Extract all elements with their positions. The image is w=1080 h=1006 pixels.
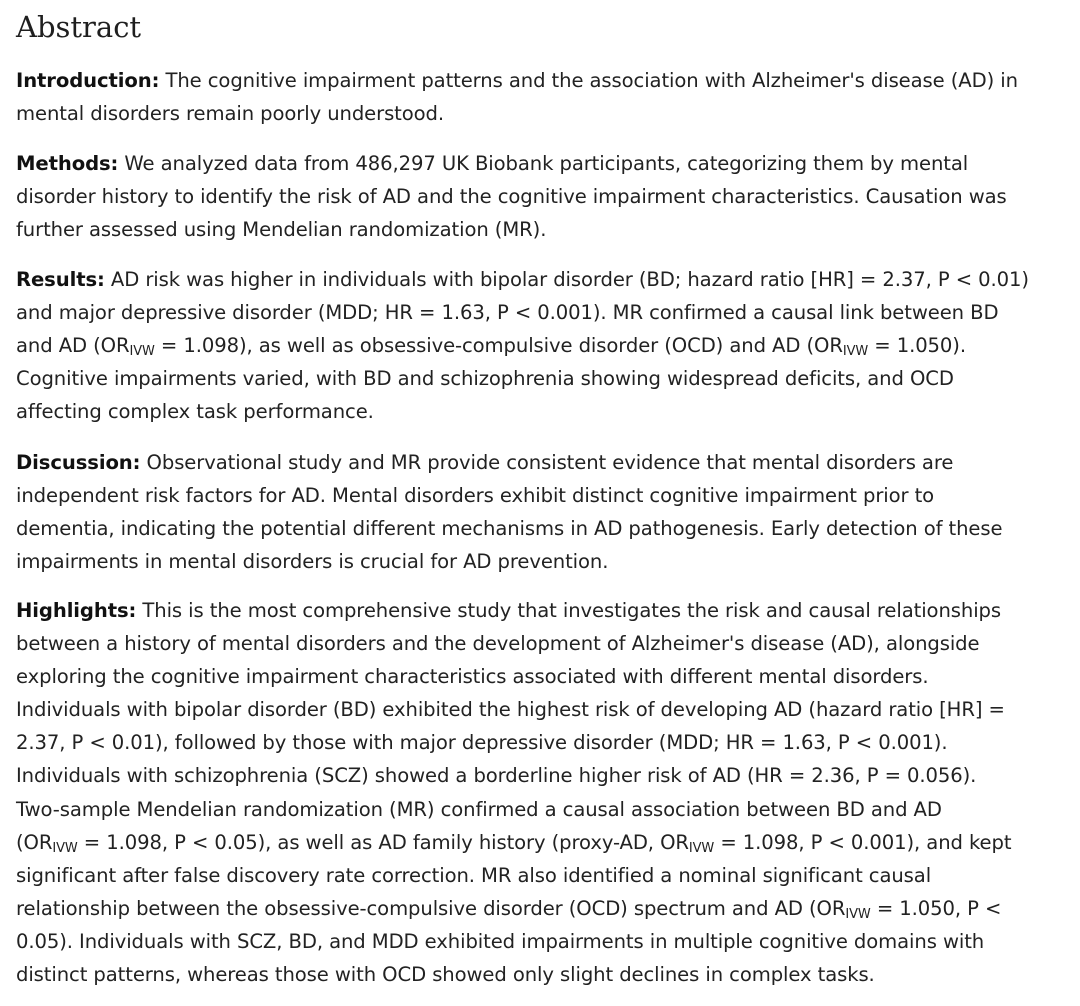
results-text-line: and AD $(OR_{IVW} = 1.098)$, as well as obsessive-compulsive disorder (OCD) and AD $(OR_{IVW} = 1.050)$. [16, 334, 966, 360]
results-text-line: and major depressive disorder (MDD; HR = 1.63, P < 0.001). MR confirmed a causal link between BD [16, 301, 999, 325]
results-paragraph [16, 263, 1029, 428]
results-text-line: affecting complex task performance. [16, 400, 374, 424]
methods-label: Methods: [16, 152, 119, 175]
introduction-text-line: mental disorders remain poorly understood. [16, 102, 445, 126]
methods-text-line: disorder history to identify the risk of AD and the cognitive impairment characteristics. Causation was [16, 185, 1007, 209]
ivw-subscript: IVW [845, 906, 871, 922]
highlights-text-line: exploring the cognitive impairment characteristics associated with different mental disorders. [16, 665, 929, 689]
methods-text-line: further assessed using Mendelian randomization (MR). [16, 218, 547, 242]
ivw-subscript: IVW [129, 344, 155, 360]
introduction-paragraph [16, 64, 1018, 130]
discussion-text-line: independent risk factors for AD. Mental disorders exhibit distinct cognitive impairment prior to [16, 484, 935, 508]
highlights-text-line: between a history of mental disorders and the development of Alzheimer's disease (AD), alongside [16, 632, 980, 656]
highlights-text-line: relationship between the obsessive-compulsive disorder (OCD) spectrum and AD ($OR_{IVW} = 1.050$, P < [16, 896, 1002, 922]
discussion-text-line: Observational study and MR provide consistent evidence that mental disorders are [140, 451, 954, 474]
highlights-text-line: significant after false discovery rate correction. MR also identified a nominal significant causal [16, 863, 932, 887]
introduction-label: Introduction: [16, 69, 160, 92]
ivw-subscript: IVW [52, 840, 78, 856]
methods-paragraph [16, 147, 1007, 246]
abstract-page [16, 0, 1029, 987]
results-label: Results: [16, 268, 105, 291]
highlights-text-line: 0.05). Individuals with SCZ, BD, and MDD exhibited impairments in multiple cognitive domains with [16, 929, 985, 953]
highlights-text-line: This is the most comprehensive study that investigates the risk and causal relationships [136, 599, 1001, 622]
discussion-paragraph [16, 446, 1002, 578]
highlights-text-line: distinct patterns, whereas those with OCD showed only slight declines in complex tasks. [16, 963, 875, 987]
highlights-text-line: Two-sample Mendelian randomization (MR) confirmed a causal association between BD and AD [16, 797, 942, 821]
methods-text-line: We analyzed data from 486,297 UK Biobank participants, categorizing them by mental [118, 152, 969, 175]
highlights-paragraph [16, 594, 1011, 991]
highlights-text-line: 2.37, P < 0.01), followed by those with major depressive disorder (MDD; HR = 1.63, P < 0.001). [16, 731, 948, 755]
highlights-label: Highlights: [16, 599, 137, 622]
introduction-text-line: The cognitive impairment patterns and the association with Alzheimer's disease (AD) in [159, 69, 1018, 92]
discussion-text-line: impairments in mental disorders is crucial for AD prevention. [16, 550, 609, 574]
highlights-text-line: ($OR_{IVW} = 1.098$, P < 0.05), as well as AD family history (proxy-AD, $OR_{IVW} = 1.098$, P < 0.001), and kept [16, 830, 1012, 856]
ivw-subscript: IVW [688, 840, 715, 856]
results-text-line: AD risk was higher in individuals with bipolar disorder (BD; hazard ratio [HR] = 2.37, P < 0.01) [104, 268, 1029, 291]
highlights-text-line: Individuals with schizophrenia (SCZ) showed a borderline higher risk of AD (HR = 2.36, P = 0.056). [16, 764, 977, 788]
results-text-line: Cognitive impairments varied, with BD and schizophrenia showing widespread deficits, and OCD [16, 367, 954, 391]
highlights-text-line: Individuals with bipolar disorder (BD) exhibited the highest risk of developing AD (hazard ratio [HR] = [16, 698, 1005, 722]
abstract-heading: Abstract [16, 10, 142, 44]
ivw-subscript: IVW [842, 344, 869, 360]
discussion-text-line: dementia, indicating the potential different mechanisms in AD pathogenesis. Early detection of these [16, 517, 1003, 541]
discussion-label: Discussion: [16, 451, 141, 474]
